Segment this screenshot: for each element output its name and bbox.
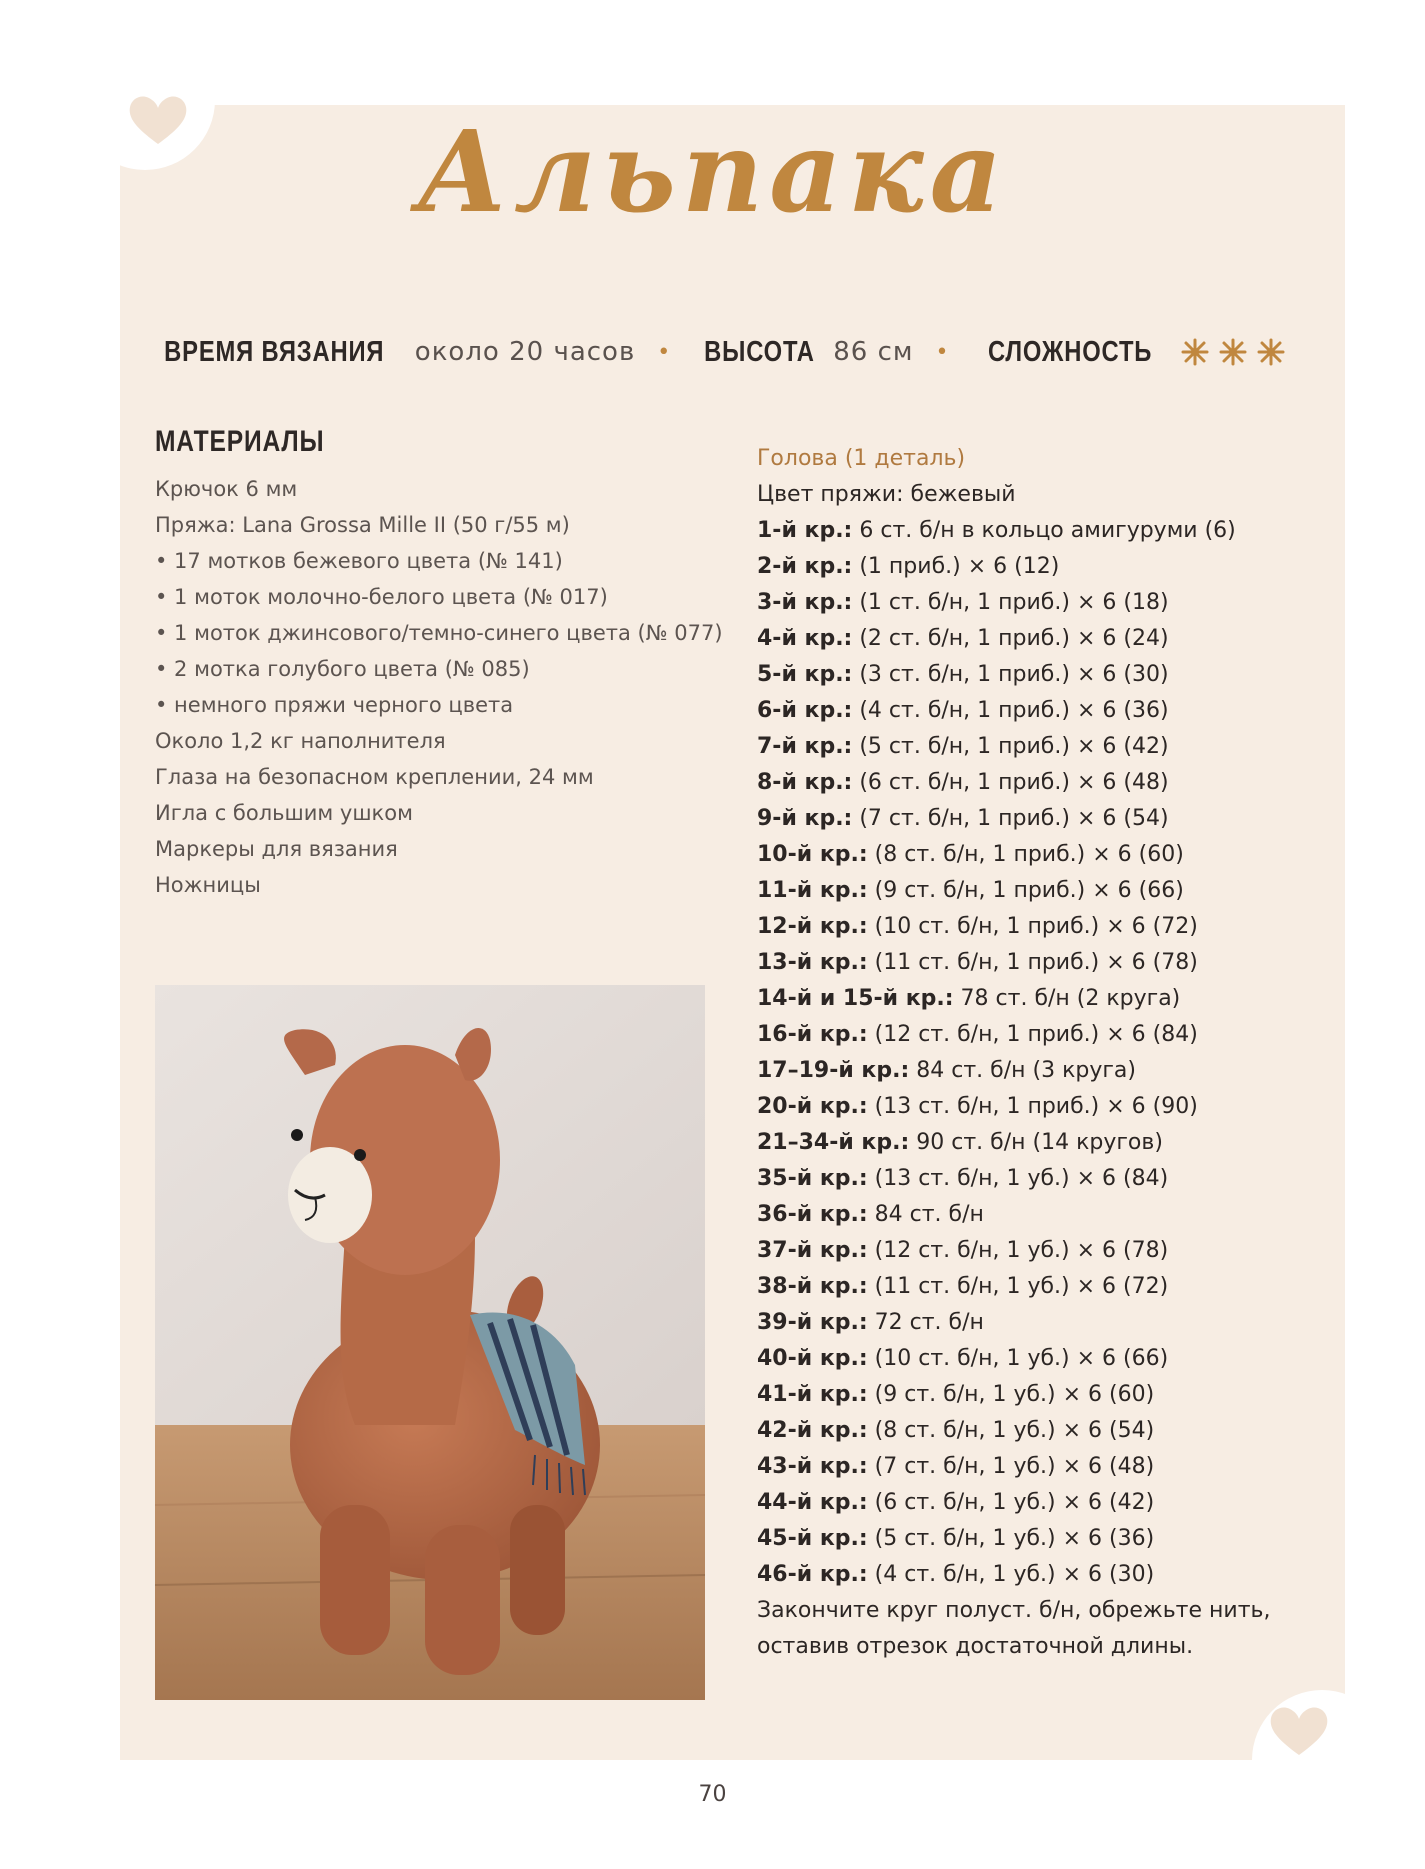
- row-label: 16-й кр.:: [757, 1022, 868, 1047]
- row-instruction: (3 ст. б/н, 1 приб.) × 6 (30): [852, 662, 1169, 687]
- row-instruction: 90 ст. б/н (14 кругов): [909, 1130, 1163, 1155]
- materials-section: [155, 425, 723, 903]
- materials-list: [155, 471, 723, 903]
- row-instruction: (6 ст. б/н, 1 приб.) × 6 (48): [852, 770, 1169, 795]
- row-label: 6-й кр.:: [757, 698, 853, 723]
- alpaca-photo: [155, 985, 705, 1700]
- row-label: 21–34-й кр.:: [757, 1130, 910, 1155]
- materials-item: • 1 моток джинсового/темно-синего цвета (№ 077): [155, 621, 723, 645]
- row-label: 9-й кр.:: [757, 806, 853, 831]
- row-label: 35-й кр.:: [757, 1166, 868, 1191]
- pattern-heading: Голова (1 деталь): [757, 446, 966, 471]
- page-title: Альпака: [416, 107, 1009, 238]
- pattern-row: [757, 909, 1317, 945]
- pattern-row: [757, 1413, 1317, 1449]
- row-label: 36-й кр.:: [757, 1202, 868, 1227]
- row-instruction: 72 ст. б/н: [867, 1310, 984, 1335]
- materials-item: • 17 мотков бежевого цвета (№ 141): [155, 549, 563, 573]
- materials-item: Около 1,2 кг наполнителя: [155, 729, 446, 753]
- pattern-row: [757, 945, 1317, 981]
- pattern-meta: [0, 330, 1425, 374]
- pattern-row: [757, 729, 1317, 765]
- row-label: 8-й кр.:: [757, 770, 853, 795]
- pattern-row: [757, 873, 1317, 909]
- yarn-color-line: Цвет пряжи: бежевый: [757, 482, 1016, 507]
- row-instruction: (8 ст. б/н, 1 уб.) × 6 (54): [867, 1418, 1155, 1443]
- pattern-row: [757, 585, 1317, 621]
- pattern-row: [757, 1197, 1317, 1233]
- pattern-row: [757, 621, 1317, 657]
- row-instruction: (11 ст. б/н, 1 приб.) × 6 (78): [867, 950, 1198, 975]
- difficulty-label: СЛОЖНОСТЬ: [988, 335, 1153, 368]
- row-label: 12-й кр.:: [757, 914, 868, 939]
- materials-item: Маркеры для вязания: [155, 837, 398, 861]
- heart-icon: [1267, 1703, 1331, 1759]
- materials-item: • немного пряжи черного цвета: [155, 693, 514, 717]
- row-instruction: (9 ст. б/н, 1 приб.) × 6 (66): [867, 878, 1184, 903]
- pattern-row: [757, 1305, 1317, 1341]
- row-label: 10-й кр.:: [757, 842, 868, 867]
- pattern-row: [757, 549, 1317, 585]
- pattern-rows: [757, 513, 1317, 1593]
- row-instruction: (13 ст. б/н, 1 уб.) × 6 (84): [867, 1166, 1169, 1191]
- materials-item: Ножницы: [155, 873, 261, 897]
- row-instruction: (2 ст. б/н, 1 приб.) × 6 (24): [852, 626, 1169, 651]
- row-instruction: 84 ст. б/н (3 круга): [909, 1058, 1136, 1083]
- pattern-row: [757, 657, 1317, 693]
- page-number: 70: [698, 1782, 727, 1807]
- row-instruction: (1 приб.) × 6 (12): [852, 554, 1060, 579]
- materials-item: Игла с большим ушком: [155, 801, 413, 825]
- star-icon: [1219, 338, 1247, 366]
- alpaca-illustration: [155, 985, 705, 1700]
- row-instruction: (12 ст. б/н, 1 уб.) × 6 (78): [867, 1238, 1169, 1263]
- row-label: 44-й кр.:: [757, 1490, 868, 1515]
- pattern-row: [757, 801, 1317, 837]
- difficulty-rating: [1181, 338, 1285, 366]
- row-label: 17–19-й кр.:: [757, 1058, 910, 1083]
- pattern-row: [757, 693, 1317, 729]
- materials-item: • 1 моток молочно-белого цвета (№ 017): [155, 585, 608, 609]
- pattern-row: [757, 513, 1317, 549]
- row-label: 13-й кр.:: [757, 950, 868, 975]
- materials-item: Крючок 6 мм: [155, 477, 298, 501]
- pattern-section: [757, 441, 1317, 1665]
- row-instruction: (7 ст. б/н, 1 уб.) × 6 (48): [867, 1454, 1155, 1479]
- height-label: ВЫСОТА: [704, 335, 816, 368]
- materials-item: Глаза на безопасном креплении, 24 мм: [155, 765, 594, 789]
- row-label: 4-й кр.:: [757, 626, 853, 651]
- pattern-row: [757, 1017, 1317, 1053]
- pattern-row: [757, 1233, 1317, 1269]
- row-instruction: (1 ст. б/н, 1 приб.) × 6 (18): [852, 590, 1169, 615]
- pattern-row: [757, 1269, 1317, 1305]
- pattern-row: [757, 1125, 1317, 1161]
- pattern-row: [757, 1377, 1317, 1413]
- pattern-closing: Закончите круг полуст. б/н, обрежьте нить, оставив отрезок достаточной длины.: [757, 1598, 1271, 1659]
- row-label: 5-й кр.:: [757, 662, 853, 687]
- row-instruction: (5 ст. б/н, 1 уб.) × 6 (36): [867, 1526, 1155, 1551]
- row-instruction: (6 ст. б/н, 1 уб.) × 6 (42): [867, 1490, 1155, 1515]
- pattern-row: [757, 1089, 1317, 1125]
- pattern-row: [757, 765, 1317, 801]
- pattern-row: [757, 1557, 1317, 1593]
- knitting-time-value: около 20 часов: [414, 337, 636, 367]
- row-instruction: 6 ст. б/н в кольцо амигуруми (6): [852, 518, 1236, 543]
- row-label: 3-й кр.:: [757, 590, 853, 615]
- star-icon: [1257, 338, 1285, 366]
- row-label: 37-й кр.:: [757, 1238, 868, 1263]
- knitting-time-label: ВРЕМЯ ВЯЗАНИЯ: [164, 335, 385, 368]
- row-instruction: (8 ст. б/н, 1 приб.) × 6 (60): [867, 842, 1184, 867]
- row-label: 1-й кр.:: [757, 518, 853, 543]
- pattern-row: [757, 1449, 1317, 1485]
- pattern-row: [757, 1521, 1317, 1557]
- star-icon: [1181, 338, 1209, 366]
- row-instruction: (10 ст. б/н, 1 уб.) × 6 (66): [867, 1346, 1169, 1371]
- row-label: 43-й кр.:: [757, 1454, 868, 1479]
- row-label: 45-й кр.:: [757, 1526, 868, 1551]
- row-instruction: 84 ст. б/н: [867, 1202, 984, 1227]
- row-label: 7-й кр.:: [757, 734, 853, 759]
- pattern-row: [757, 1161, 1317, 1197]
- row-label: 38-й кр.:: [757, 1274, 868, 1299]
- pattern-row: [757, 981, 1317, 1017]
- materials-item: • 2 мотка голубого цвета (№ 085): [155, 657, 530, 681]
- row-instruction: (10 ст. б/н, 1 приб.) × 6 (72): [867, 914, 1198, 939]
- separator-dot: •: [657, 339, 671, 365]
- pattern-row: [757, 1485, 1317, 1521]
- row-instruction: (12 ст. б/н, 1 приб.) × 6 (84): [867, 1022, 1198, 1047]
- row-instruction: 78 ст. б/н (2 круга): [953, 986, 1181, 1011]
- row-label: 41-й кр.:: [757, 1382, 868, 1407]
- separator-dot: •: [935, 339, 949, 365]
- pattern-row: [757, 837, 1317, 873]
- pattern-row: [757, 1341, 1317, 1377]
- row-label: 20-й кр.:: [757, 1094, 868, 1119]
- row-instruction: (4 ст. б/н, 1 уб.) × 6 (30): [867, 1562, 1155, 1587]
- row-label: 40-й кр.:: [757, 1346, 868, 1371]
- row-label: 42-й кр.:: [757, 1418, 868, 1443]
- row-label: 46-й кр.:: [757, 1562, 868, 1587]
- row-instruction: (9 ст. б/н, 1 уб.) × 6 (60): [867, 1382, 1155, 1407]
- row-label: 14-й и 15-й кр.:: [757, 986, 954, 1011]
- row-label: 11-й кр.:: [757, 878, 868, 903]
- height-value: 86 см: [833, 337, 914, 367]
- row-instruction: (11 ст. б/н, 1 уб.) × 6 (72): [867, 1274, 1169, 1299]
- materials-item: Пряжа: Lana Grossa Mille II (50 г/55 м): [155, 513, 570, 537]
- row-instruction: (13 ст. б/н, 1 приб.) × 6 (90): [867, 1094, 1198, 1119]
- row-instruction: (5 ст. б/н, 1 приб.) × 6 (42): [852, 734, 1169, 759]
- row-instruction: (7 ст. б/н, 1 приб.) × 6 (54): [852, 806, 1169, 831]
- row-instruction: (4 ст. б/н, 1 приб.) × 6 (36): [852, 698, 1169, 723]
- row-label: 39-й кр.:: [757, 1310, 868, 1335]
- pattern-row: [757, 1053, 1317, 1089]
- row-label: 2-й кр.:: [757, 554, 853, 579]
- materials-heading: МАТЕРИАЛЫ: [155, 425, 325, 458]
